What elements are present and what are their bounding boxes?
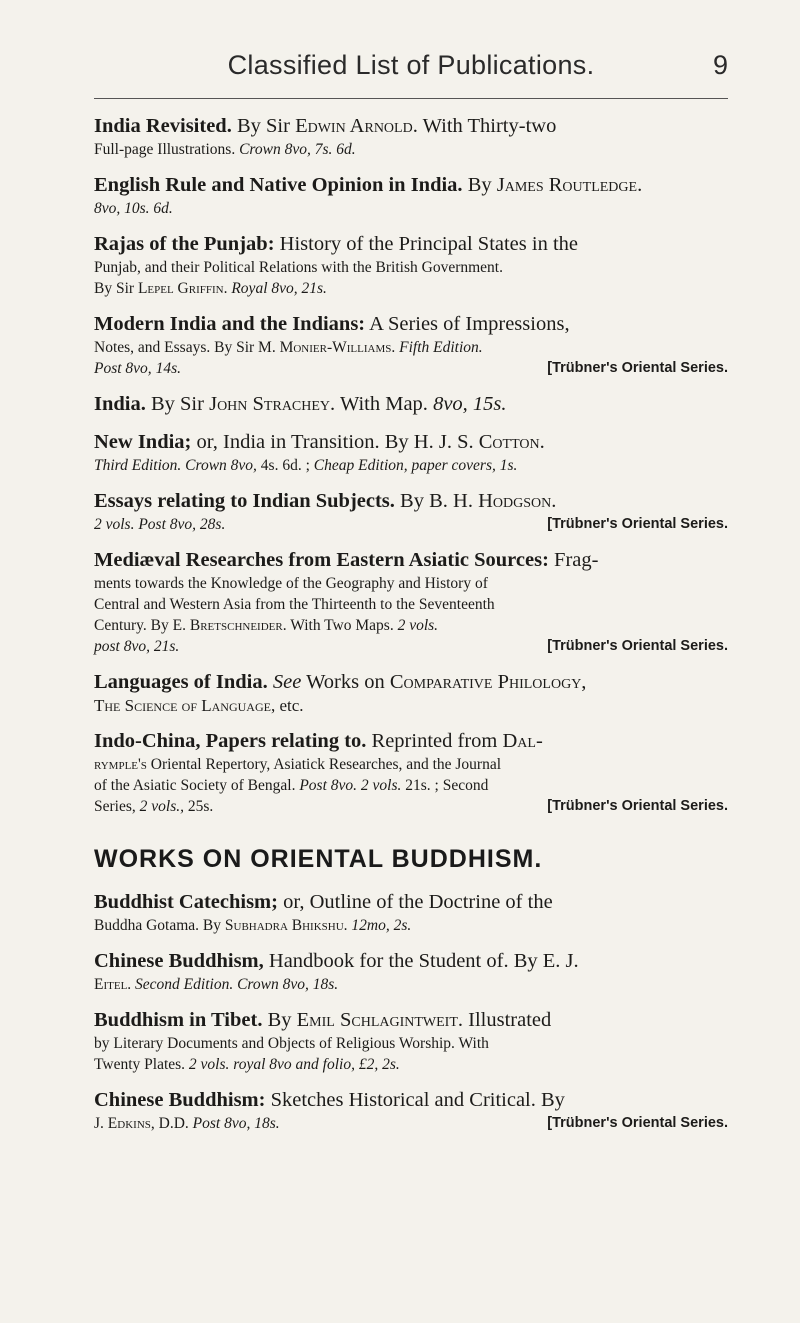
- entry-text: Works on: [306, 671, 385, 693]
- entry-detail: Oriental Repertory, Asiatick Researches, and the Journal: [150, 756, 502, 773]
- entry-title: Buddhism in Tibet.: [94, 1009, 263, 1031]
- publication-list: [94, 100, 728, 1134]
- entry-author: Cotton.: [478, 431, 545, 453]
- entry-detail: Punjab, and their Political Relations with the British Government.: [94, 259, 503, 276]
- entry-price: 21s.: [301, 280, 327, 297]
- entry-price: 18s.: [254, 1115, 280, 1132]
- series-note: [Trübner's Oriental Series.: [547, 516, 728, 532]
- entry-price: £2, 2s.: [358, 1056, 400, 1073]
- entry-detail: ments towards the Knowledge of the Geography and History of: [94, 575, 488, 592]
- entry-price: 14s.: [155, 360, 181, 377]
- entry-detail: of the Asiatic Society of Bengal.: [94, 777, 296, 794]
- entry-author: Lepel Griffin.: [137, 280, 228, 297]
- entry-text: Reprinted from: [371, 730, 498, 752]
- cross-reference-link[interactable]: Comparative Philology,: [389, 671, 587, 693]
- entry-text: By B. H.: [400, 490, 473, 512]
- entry-text: or, India in Transition. By H. J. S.: [196, 431, 474, 453]
- entry-title: Languages of India.: [94, 671, 268, 693]
- publication-entry: [94, 392, 728, 417]
- entry-author: John Strachey.: [209, 393, 336, 415]
- entry-format: Crown 8vo,: [239, 141, 311, 158]
- entry-author: Emil Schlagintweit.: [296, 1009, 464, 1031]
- entry-detail: Full-page Illustrations.: [94, 141, 236, 158]
- entry-price: 2s.: [393, 917, 412, 934]
- entry-format: Post 8vo. 2 vols.: [299, 777, 402, 794]
- entry-format: Post 8vo,: [94, 360, 152, 377]
- section-heading: WORKS ON ORIENTAL BUDDHISM.: [94, 845, 543, 873]
- entry-text: By Sir: [150, 393, 204, 415]
- publication-entry: [94, 114, 728, 160]
- entry-title: English Rule and Native Opinion in India.: [94, 174, 463, 196]
- entry-title: Essays relating to Indian Subjects.: [94, 490, 395, 512]
- entry-author: Hodgson.: [478, 490, 557, 512]
- entry-format: Post 8vo,: [192, 1115, 251, 1132]
- entry-detail: Notes, and Essays. By Sir M.: [94, 339, 276, 356]
- entry-format: 2 vols. Post 8vo,: [94, 516, 197, 533]
- entry-title: Chinese Buddhism,: [94, 950, 264, 972]
- entry-format: 2 vols. royal 8vo and folio,: [188, 1056, 355, 1073]
- publication-entry: [94, 173, 728, 219]
- publication-entry: [94, 312, 728, 379]
- entry-detail: Twenty Plates.: [94, 1056, 186, 1073]
- series-note: [Trübner's Oriental Series.: [547, 360, 728, 376]
- entry-edition: Cheap Edition, paper covers,: [313, 457, 496, 474]
- entry-author: Eitel.: [94, 976, 132, 993]
- entry-price: 18s.: [312, 976, 339, 993]
- entry-price: 7s. 6d.: [314, 141, 356, 158]
- page-title: Classified List of Publications.: [227, 50, 595, 80]
- entry-price: 21s. ; Second: [405, 777, 489, 794]
- publication-entry: [94, 890, 728, 936]
- entry-author: rymple's: [94, 756, 147, 773]
- entry-title: Indo-China, Papers relating to.: [94, 730, 367, 752]
- entry-format: post 8vo,: [94, 638, 150, 655]
- entry-title: India Revisited.: [94, 115, 232, 137]
- publication-entry: [94, 548, 728, 657]
- entry-text: See: [272, 671, 302, 693]
- entry-detail: With Two Maps.: [290, 617, 394, 634]
- entry-price: 1s.: [499, 457, 518, 474]
- entry-text: By: [467, 174, 492, 196]
- entry-title: Rajas of the Punjab:: [94, 233, 275, 255]
- entry-text: History of the Principal States in the: [279, 233, 578, 255]
- publication-entry: [94, 1008, 728, 1075]
- entry-title: Buddhist Catechism;: [94, 891, 278, 913]
- publication-entry: [94, 232, 728, 299]
- publication-entry: [94, 1088, 728, 1134]
- entry-text: etc.: [279, 696, 304, 715]
- entry-price: 10s. 6d.: [124, 200, 173, 217]
- entry-text: A Series of Impressions,: [369, 313, 570, 335]
- entry-edition: Second Edition. Crown 8vo,: [135, 976, 309, 993]
- entry-format: 8vo,: [433, 393, 468, 415]
- entry-price: 15s.: [472, 393, 507, 415]
- entry-text: By Sir: [236, 115, 290, 137]
- series-note: [Trübner's Oriental Series.: [547, 1115, 728, 1131]
- entry-price: 21s.: [153, 638, 180, 655]
- publication-entry: [94, 489, 728, 535]
- publication-entry: [94, 949, 728, 995]
- entry-author: Monier-Williams.: [279, 339, 396, 356]
- entry-detail: Series,: [94, 798, 136, 815]
- entry-title: Mediæval Researches from Eastern Asiatic Sources:: [94, 549, 549, 571]
- entry-format: 2 vols.: [397, 617, 439, 634]
- entry-text: Frag-: [554, 549, 599, 571]
- publication-entry: [94, 430, 728, 476]
- entry-text: or, Outline of the Doctrine of the: [283, 891, 553, 913]
- entry-author: James Routledge.: [496, 174, 643, 196]
- cross-reference-link[interactable]: The Science of Language,: [94, 696, 276, 715]
- entry-detail: Century. By E.: [94, 617, 186, 634]
- entry-title: New India;: [94, 431, 192, 453]
- entry-text: With Thirty-two: [422, 115, 557, 137]
- entry-text: Illustrated: [468, 1009, 552, 1031]
- entry-price: 25s.: [187, 798, 214, 815]
- entry-detail: by Literary Documents and Objects of Religious Worship. With: [94, 1035, 489, 1052]
- entry-detail: Central and Western Asia from the Thirteenth to the Seventeenth: [94, 596, 495, 613]
- entry-price: 4s. 6d. ;: [260, 457, 310, 474]
- entry-text: By: [267, 1009, 292, 1031]
- page-number: 9: [712, 50, 728, 80]
- entry-price: 28s.: [199, 516, 226, 533]
- publication-entry: [94, 729, 728, 817]
- series-note: [Trübner's Oriental Series.: [547, 798, 728, 814]
- entry-author: Dal-: [502, 730, 543, 752]
- entry-format: 8vo,: [94, 200, 121, 217]
- entry-author: Subhadra Bhikshu.: [224, 917, 348, 934]
- entry-edition: Third Edition. Crown 8vo,: [94, 457, 257, 474]
- entry-edition: Fifth Edition.: [399, 339, 483, 356]
- entry-title: Chinese Buddhism:: [94, 1089, 266, 1111]
- entry-format: 2 vols.,: [139, 798, 184, 815]
- entry-detail: By Sir: [94, 280, 135, 297]
- entry-title: India.: [94, 393, 146, 415]
- entry-author: Edwin Arnold.: [295, 115, 418, 137]
- entry-text: Sketches Historical and Critical. By: [270, 1089, 565, 1111]
- entry-text: Handbook for the Student of. By E. J.: [268, 950, 579, 972]
- page-header: [94, 0, 728, 100]
- entry-text: With Map.: [339, 393, 428, 415]
- publication-entry: [94, 670, 728, 716]
- header-rule: [94, 98, 728, 99]
- entry-title: Modern India and the Indians:: [94, 313, 366, 335]
- entry-detail: Buddha Gotama. By: [94, 917, 221, 934]
- entry-author: Bretschneider.: [189, 617, 287, 634]
- series-note: [Trübner's Oriental Series.: [547, 638, 728, 654]
- entry-format: Royal 8vo,: [231, 280, 298, 297]
- entry-author: Edkins, D.D.: [107, 1115, 189, 1132]
- entry-detail: J.: [94, 1115, 104, 1132]
- entry-format: 12mo,: [351, 917, 390, 934]
